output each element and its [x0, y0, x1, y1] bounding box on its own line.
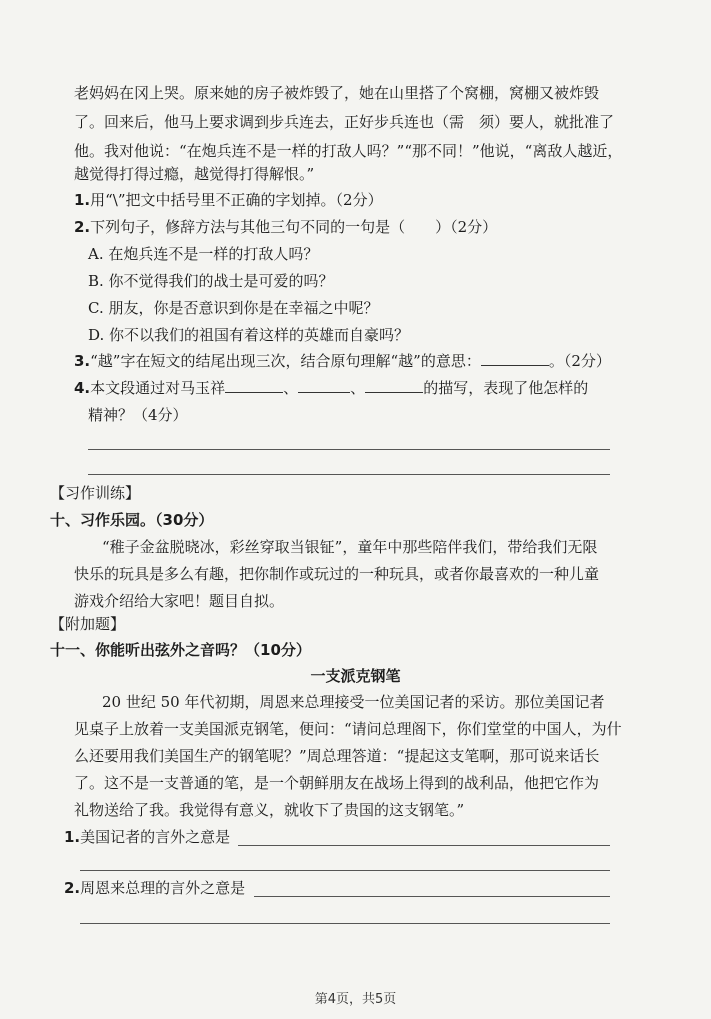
answer-line[interactable] [88, 449, 610, 450]
question-number: 3. [74, 352, 91, 370]
answer-line[interactable] [254, 896, 610, 897]
answer-line[interactable] [80, 923, 610, 924]
option-a: A. 在炮兵连不是一样的打敌人吗？ [88, 245, 319, 263]
passage-line-4: 越觉得打得过瘾，越觉得打得解恨。” [74, 165, 315, 183]
section-title-writing: 十、习作乐园。（30分） [50, 511, 214, 529]
section-header-extra: 【附加题】 [50, 615, 126, 633]
question-text: 下列句子，修辞方法与其他三句不同的一句是（ ）（2分） [90, 218, 498, 236]
question-text: 用“\”把文中括号里不正确的字划掉。（2分） [90, 191, 383, 209]
option-d: D. 你不以我们的祖国有着这样的英雄而自豪吗？ [88, 326, 410, 344]
article-title: 一支派克钢笔 [310, 667, 401, 685]
question-4 [74, 378, 588, 398]
separator: 、 [350, 379, 366, 397]
separator: 、 [283, 379, 299, 397]
question-number: 1. [64, 828, 81, 846]
answer-blank[interactable] [481, 351, 549, 366]
extra-question-1 [64, 827, 230, 847]
question-points: 。（2分） [548, 352, 611, 370]
passage-line-3: 他。我对他说：“在炮兵连不是一样的打敌人吗？”“那不同！”他说，“离敌人越近， [74, 142, 623, 160]
answer-line[interactable] [238, 845, 610, 846]
answer-line[interactable] [80, 870, 610, 871]
passage-line-2: 了。回来后，他马上要求调到步兵连去，正好步兵连也（需 须）要人，就批准了 [74, 113, 615, 131]
question-3 [74, 351, 611, 371]
answer-blank[interactable] [365, 378, 423, 393]
question-text: “越”字在短文的结尾出现三次，结合原句理解“越”的意思： [90, 352, 481, 370]
article-line-2: 见桌子上放着一支美国派克钢笔，便问：“请问总理阁下，你们堂堂的中国人，为什 [74, 720, 622, 738]
question-number: 1. [74, 191, 91, 209]
question-4-line-2: 精神？（4分） [88, 406, 188, 424]
option-c: C. 朋友，你是否意识到你是在幸福之中呢？ [88, 299, 379, 317]
article-line-4: 了。这不是一支普通的笔，是一个朝鲜朋友在战场上得到的战利品，他把它作为 [74, 774, 600, 792]
writing-prompt-line-2: 快乐的玩具是多么有趣，把你制作或玩过的一种玩具，或者你最喜欢的一种儿童 [74, 565, 600, 583]
page-footer: 第4页，共5页 [314, 992, 397, 1007]
passage-line-1: 老妈妈在冈上哭。原来她的房子被炸毁了，她在山里搭了个窝棚，窝棚又被炸毁 [74, 84, 600, 102]
question-number: 2. [74, 218, 91, 236]
question-text: 周恩来总理的言外之意是 [80, 879, 246, 897]
section-title-extra: 十一、你能听出弦外之音吗？（10分） [50, 641, 311, 659]
question-2 [74, 217, 497, 237]
writing-prompt-line-1: “稚子金盆脱晓冰，彩丝穿取当银钲”，童年中那些陪伴我们，带给我们无限 [102, 538, 598, 556]
question-number: 2. [64, 879, 81, 897]
article-line-1: 20 世纪 50 年代初期，周恩来总理接受一位美国记者的采访。那位美国记者 [102, 693, 605, 711]
article-line-5: 礼物送给了我。我觉得有意义，就收下了贵国的这支钢笔。” [74, 801, 465, 819]
answer-blank[interactable] [225, 378, 283, 393]
writing-prompt-line-3: 游戏介绍给大家吧！题目自拟。 [74, 592, 285, 610]
option-b: B. 你不觉得我们的战士是可爱的吗？ [88, 272, 334, 290]
question-1 [74, 190, 383, 210]
section-header-writing: 【习作训练】 [50, 484, 141, 502]
answer-line[interactable] [88, 474, 610, 475]
question-number: 4. [74, 379, 91, 397]
question-text: 美国记者的言外之意是 [80, 828, 231, 846]
question-text: 的描写，表现了他怎样的 [423, 379, 589, 397]
question-text: 本文段通过对马玉祥 [90, 379, 226, 397]
answer-blank[interactable] [298, 378, 350, 393]
extra-question-2 [64, 878, 245, 898]
article-line-3: 么还要用我们美国生产的钢笔呢？”周总理答道：“提起这支笔啊，那可说来话长 [74, 747, 600, 765]
